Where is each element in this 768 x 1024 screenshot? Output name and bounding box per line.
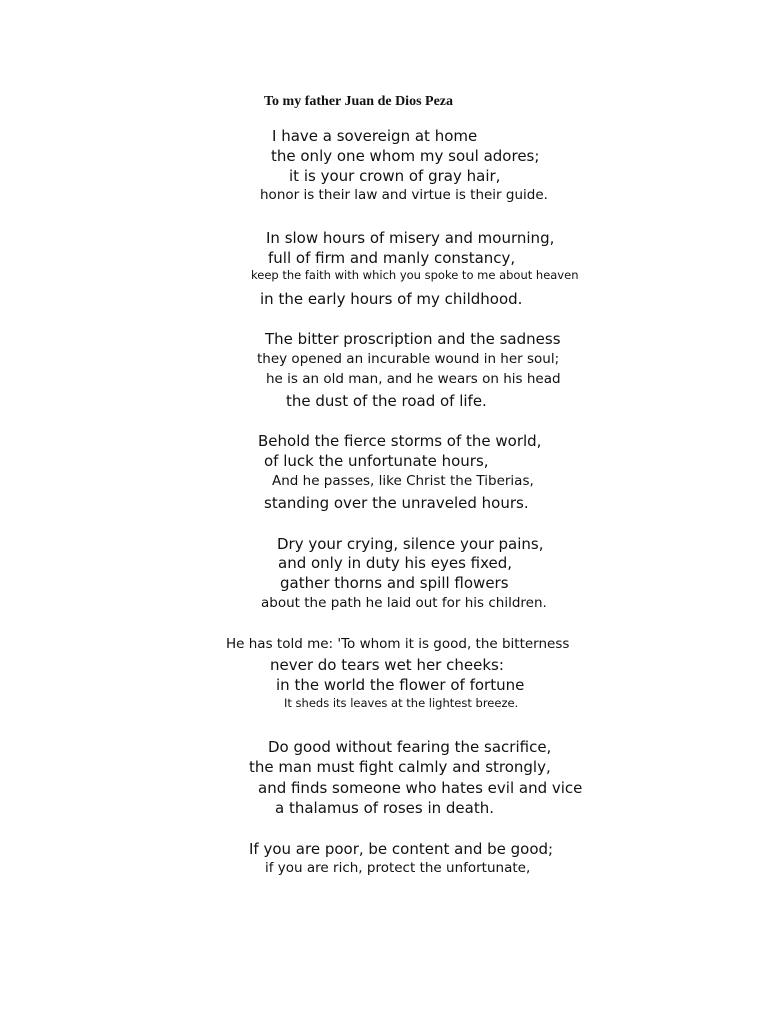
poem-line: they opened an incurable wound in her soul; — [257, 351, 560, 367]
poem-line: I have a sovereign at home — [272, 127, 478, 145]
poem-line: if you are rich, protect the unfortunate, — [265, 860, 531, 876]
poem-line: gather thorns and spill flowers — [280, 574, 509, 592]
poem-line: a thalamus of roses in death. — [275, 799, 495, 817]
poem-line: about the path he laid out for his children. — [261, 595, 547, 611]
poem-line: standing over the unraveled hours. — [264, 494, 529, 512]
poem-line: And he passes, like Christ the Tiberias, — [272, 473, 534, 489]
poem-line: Behold the fierce storms of the world, — [258, 432, 542, 450]
poem-line: full of firm and manly constancy, — [268, 249, 516, 267]
poem-line: of luck the unfortunate hours, — [264, 452, 489, 470]
poem-line: and finds someone who hates evil and vice — [258, 779, 583, 797]
poem-line: and only in duty his eyes fixed, — [278, 554, 513, 572]
poem-line: it is your crown of gray hair, — [289, 167, 501, 185]
poem-line: the man must fight calmly and strongly, — [249, 758, 551, 776]
poem-line: keep the faith with which you spoke to me about heaven — [251, 268, 579, 282]
poem-line: If you are poor, be content and be good; — [249, 840, 554, 858]
poem-line: never do tears wet her cheeks: — [270, 656, 504, 674]
poem-line: honor is their law and virtue is their guide. — [260, 187, 548, 203]
poem-line: the dust of the road of life. — [286, 392, 487, 410]
poem-line: the only one whom my soul adores; — [271, 147, 540, 165]
poem-line: It sheds its leaves at the lightest breeze. — [284, 696, 519, 710]
poem-line: he is an old man, and he wears on his head — [266, 371, 561, 387]
poem-title: To my father Juan de Dios Peza — [264, 94, 453, 109]
poem-line: Dry your crying, silence your pains, — [277, 535, 544, 553]
poem-line: in the world the flower of fortune — [276, 676, 525, 694]
poem-line: The bitter proscription and the sadness — [265, 330, 561, 348]
poem-line: Do good without fearing the sacrifice, — [268, 738, 552, 756]
poem-line: In slow hours of misery and mourning, — [266, 229, 555, 247]
poem-line: in the early hours of my childhood. — [260, 290, 523, 308]
poem-line: He has told me: 'To whom it is good, the bitterness — [226, 636, 570, 652]
